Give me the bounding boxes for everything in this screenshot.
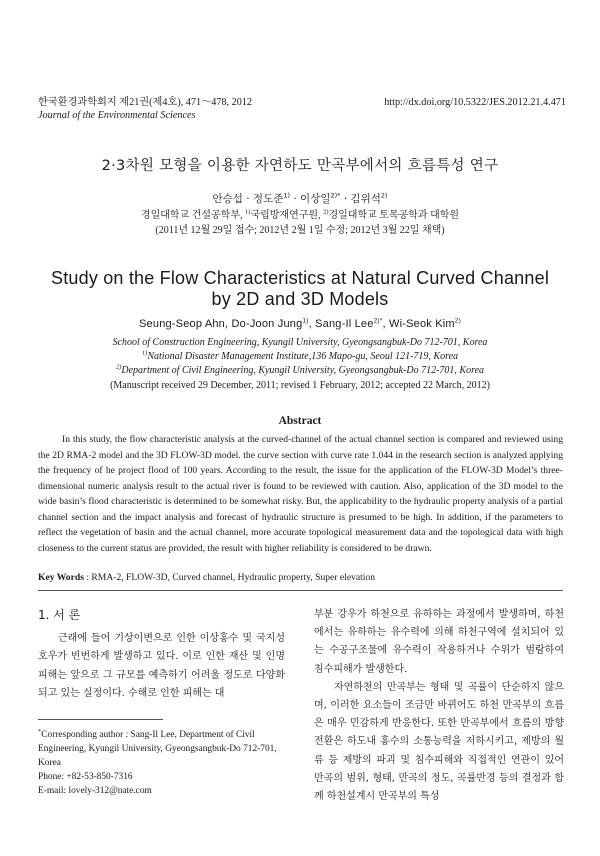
body-left-column — [38, 630, 285, 704]
abstract-heading: Abstract — [278, 415, 322, 427]
keywords — [38, 572, 375, 583]
author-name: Seung-Seop Ahn — [139, 318, 225, 330]
footnote-phone: Phone: +82-53-850-7316 — [38, 772, 133, 782]
section-divider — [38, 590, 563, 591]
korean-affil-line: 경일대학교 건설공학부, $^{1)}$국립방재연구원, $^{2)}$경일대학교 토목공학과 대학원 — [140, 208, 460, 221]
abstract-text: In this study, the flow characteristic analysis at the curved-channel of the actual channel section is compared and reviewed using the 2D RMA-2 model and the 3D FLOW-3D model. the curve section with curve rate 1.044 in the research section is analyzed applying the frequency of he project flood of 100 years. According to the result, the issue for the application of the FLOW-3D Model’s three-dimensional numeric analysis result to the actual river is found to be reviewed with caution. Also, application of the 3D model to the wide basin’s flood characteristic is determined to be somewhat risky. But, the applicability to the hydraulic property analysis of a partial channel section and the impact analysis and forecast of hydraulic structure is presumed to be high. In addition, if the parameters to reflect the vegetation of basin and the actual channel, more accurate topological measurement data and the topological data with high closeness to the current status are provided, the result with higher reliability is considered to be drawn. — [38, 434, 563, 554]
author-name: 이상일 — [300, 193, 331, 205]
author-name: 김위석 — [350, 193, 381, 205]
author-affil-mark: 2)* — [330, 191, 341, 200]
journal-header — [38, 96, 252, 122]
english-title-line-1: Study on the Flow Characteristics at Natural Curved Channel — [50, 268, 550, 288]
author-affil-mark: 1) — [283, 191, 291, 200]
author-affil-mark: 1) — [302, 317, 309, 325]
english-affil-2: $^{1)}$National Disaster Management Institute,136 Mapo-gu, Seoul 121-719, Korea — [141, 349, 459, 363]
author-affil-mark: 2) — [454, 317, 461, 325]
english-dates: (Manuscript received 29 December, 2011; revised 1 February, 2012; accepted 22 March, 2012) — [110, 379, 490, 391]
body-paragraph: 근래에 들어 기상이변으로 인한 이상홍수 및 국지성호우가 빈번하게 발생하고 있다. 이로 인한 재산 및 인명피해는 앞으로 그 규모를 예측하기 어려울 정도로 다양화되고 있는 실정이다. 수해로 인한 피해는 대 — [38, 633, 285, 700]
author-name: Do-Joon Jung — [231, 318, 303, 330]
author-name: 정도준 — [252, 193, 284, 205]
author-affil-mark: 2) — [380, 191, 388, 200]
footnote-divider — [38, 719, 163, 720]
footnote-email[interactable]: E-mail: lovely-312@nate.com — [38, 786, 152, 796]
english-authors: Seung-Seop Ahn, Do-Joon Jung$^{1)}$, Sang-Il Lee$^{2)*}$, Wi-Seok Kim$^{2)}$ — [139, 317, 461, 330]
author-name: Wi-Seok Kim — [389, 318, 455, 330]
keywords-label: Key Words — [38, 572, 84, 583]
korean-authors: 안승섭 · 정도준$^{1)}$ · 이상일$^{2)*}$ · 김위석$^{2)}$ — [212, 191, 388, 205]
english-title-line-2: by 2D and 3D Models — [211, 289, 389, 309]
english-affil-3: $^{2)}$Department of Civil Engineering, Kyungil University, Gyeongsangbuk-Do 712-701, Korea — [115, 364, 485, 377]
korean-title: 2·3차원 모형을 이용한 자연하도 만곡부에서의 흐름특성 연구 — [101, 158, 499, 174]
citation-kr: 한국환경과학회지 제21권(제4호), 471～478, 2012 — [38, 97, 253, 108]
body-paragraph: 자연하천의 만곡부는 형태 및 곡률이 단순하지 않으며, 이러한 요소들이 조금만 바뀌어도 하천 만곡부의 흐름은 매우 민감하게 반응한다. 또한 만곡부에서 흐름의 방향전환은 하도내 홍수의 소통능력을 저하시키고, 제방의 월류 등 제방의 파괴 및 침수피해와 직접적인 연관이 있어 만곡의 범위, 형태, 만곡의 정도, 곡률반경 등의 결정과 함께 하천설계시 만곡부의 특성 — [314, 681, 564, 803]
english-title — [0, 268, 600, 310]
corresponding-author-footnote — [38, 728, 288, 798]
doi-link[interactable]: http://dx.doi.org/10.5322/JES.2012.21.4.471 — [384, 97, 566, 108]
english-affil-1: School of Construction Engineering, Kyungil University, Gyeongsangbuk-Do 712-701, Korea — [112, 337, 488, 348]
body-paragraph: 부분 강우가 하천으로 유하하는 과정에서 발생하며, 하천에서는 유하하는 유수력에 의해 하천구역에 설치되어 있는 수공구조물에 유수력이 작용하거나 수위가 범람하여 침수피해가 발생한다. — [314, 609, 564, 675]
korean-dates: (2011년 12월 29일 접수; 2012년 2월 1일 수정; 2012년 3월 22일 채택) — [155, 225, 445, 236]
korean-affiliations — [0, 208, 600, 238]
author-affil-mark: 2)* — [373, 317, 383, 325]
author-name: 안승섭 — [212, 193, 243, 205]
body-right-column — [314, 606, 564, 806]
author-name: Sang-Il Lee — [315, 318, 374, 330]
footnote-author: *Corresponding author : Sang-Il Lee, Department of Civil Engineering, Kyungil University, Gyeongsangbuk-Do 712-701, Korea — [38, 727, 277, 768]
journal-name: Journal of the Environmental Sciences — [38, 110, 196, 121]
section-heading-introduction: 1. 서 론 — [38, 608, 81, 622]
english-affiliations — [0, 336, 600, 393]
keywords-text: : RMA-2, FLOW-3D, Curved channel, Hydraulic property, Super elevation — [83, 572, 376, 583]
